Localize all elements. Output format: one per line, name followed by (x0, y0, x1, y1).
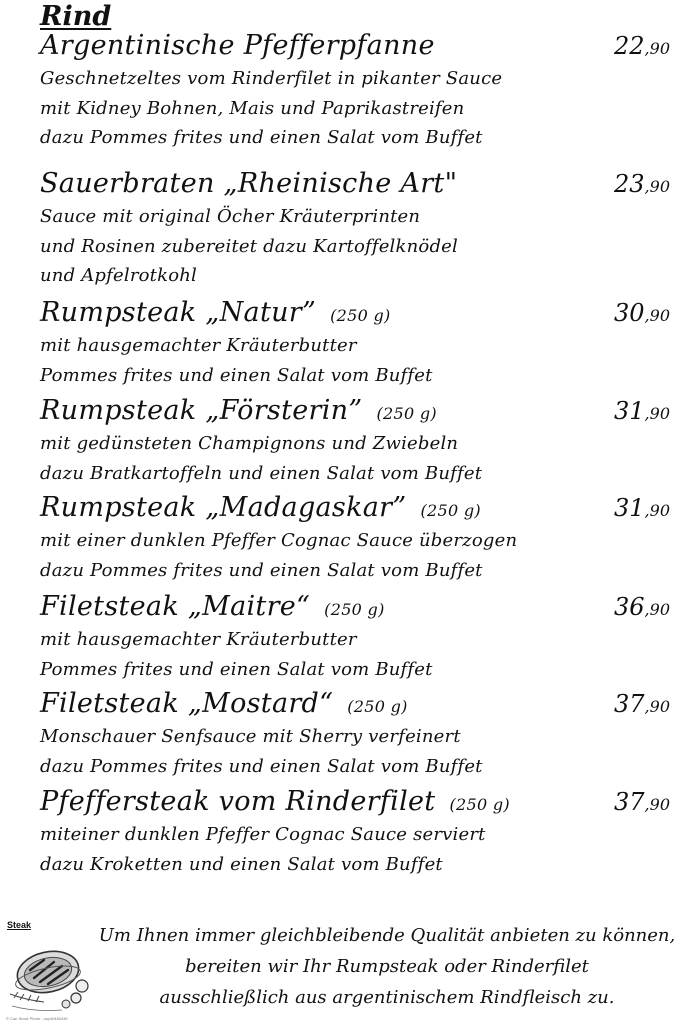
menu-item (40, 589, 670, 684)
dish-description-line: und Rosinen zubereitet dazu Kartoffelknödel (40, 235, 458, 257)
steak-drawing-icon (4, 920, 96, 1020)
dish-price (614, 166, 670, 205)
price-euros: 22 (614, 32, 645, 60)
dish-description-line: Monschauer Senfsauce mit Sherry verfeinert (40, 726, 461, 747)
menu-item-header (40, 686, 670, 722)
quality-note-line: ausschließlich aus argentinischem Rindfleisch zu. (159, 987, 615, 1008)
dish-weight: (250 g) (324, 600, 385, 619)
dish-weight: (250 g) (347, 697, 408, 716)
menu-item (40, 393, 670, 488)
dish-description-line: miteiner dunklen Pfeffer Cognac Sauce serviert (40, 824, 486, 845)
dish-price (614, 28, 670, 67)
dish-price (614, 784, 670, 823)
menu-item-header (40, 28, 670, 64)
menu-item-header (40, 784, 670, 820)
menu-item (40, 28, 670, 153)
dish-description-line: und Apfelrotkohl (40, 265, 197, 286)
dish-description-line: dazu Pommes frites und einen Salat vom Buffet (40, 755, 483, 777)
price-euros: 31 (614, 397, 645, 425)
price-cents: ,90 (644, 697, 670, 716)
menu-item-header (40, 295, 670, 331)
dish-description-line: mit einer dunklen Pfeffer Cognac Sauce überzogen (40, 530, 518, 551)
menu-item (40, 166, 670, 291)
price-cents: ,90 (644, 501, 670, 520)
quality-note-line: Um Ihnen immer gleichbleibende Qualität anbieten zu können, (98, 925, 676, 946)
dish-description-line: mit gedünsteten Champignons und Zwiebeln (40, 433, 459, 454)
menu-item (40, 295, 670, 390)
menu-item-header (40, 393, 670, 429)
dish-description-line: mit Kidney Bohnen, Mais und Paprikastreifen (40, 97, 465, 119)
price-cents: ,90 (644, 795, 670, 814)
price-cents: ,90 (644, 404, 670, 423)
dish-description-line: Pommes frites und einen Salat vom Buffet (40, 364, 433, 386)
menu-item (40, 686, 670, 781)
dish-weight: (250 g) (376, 404, 437, 423)
dish-name: Filetsteak „Mostard“ (40, 688, 334, 719)
menu-item (40, 784, 670, 879)
dish-description-line: Pommes frites und einen Salat vom Buffet (40, 658, 433, 680)
price-euros: 30 (614, 299, 645, 327)
dish-price (614, 686, 670, 725)
section-title: Rind (40, 1, 112, 32)
price-cents: ,90 (644, 306, 670, 325)
menu-item-header (40, 166, 670, 202)
dish-name: Rumpsteak „Madagaskar” (40, 492, 407, 523)
steak-illustration (4, 920, 96, 1020)
dish-description-line: mit hausgemachter Kräuterbutter (40, 335, 357, 356)
steak-illustration-label: Steak (7, 920, 32, 930)
price-euros: 31 (614, 494, 645, 522)
dish-price (614, 589, 670, 628)
dish-description-line: dazu Pommes frites und einen Salat vom Buffet (40, 127, 483, 148)
price-euros: 37 (614, 788, 645, 816)
dish-price (614, 490, 670, 529)
menu-item-header (40, 490, 670, 526)
price-euros: 36 (614, 593, 645, 621)
dish-name: Argentinische Pfefferpfanne (40, 30, 435, 61)
price-cents: ,90 (644, 177, 670, 196)
menu-item (40, 490, 670, 585)
dish-description-line: dazu Bratkartoffeln und einen Salat vom Buffet (40, 462, 483, 484)
dish-weight: (250 g) (420, 501, 481, 520)
menu-item-header (40, 589, 670, 625)
dish-name: Rumpsteak „Natur” (40, 297, 317, 328)
price-cents: ,90 (644, 600, 670, 619)
dish-description-line: mit hausgemachter Kräuterbutter (40, 629, 357, 650)
price-cents: ,90 (644, 39, 670, 58)
dish-name: Filetsteak „Maitre“ (40, 591, 311, 622)
dish-name: Sauerbraten „Rheinische Art" (40, 168, 458, 199)
price-euros: 37 (614, 690, 645, 718)
price-euros: 23 (614, 170, 645, 198)
dish-name: Pfeffersteak vom Rinderfilet (40, 786, 436, 817)
dish-description-line: dazu Kroketten und einen Salat vom Buffet (40, 853, 443, 875)
dish-weight: (250 g) (449, 795, 510, 814)
dish-description-line: dazu Pommes frites und einen Salat vom Buffet (40, 559, 483, 581)
dish-price (614, 393, 670, 432)
image-credit: © Can Stock Photo - csp40480430 (6, 1016, 68, 1021)
quality-note-line: bereiten wir Ihr Rumpsteak oder Rinderfilet (185, 956, 589, 977)
dish-price (614, 295, 670, 334)
dish-weight: (250 g) (330, 306, 391, 325)
dish-name: Rumpsteak „Försterin” (40, 395, 363, 426)
dish-description-line: Geschnetzeltes vom Rinderfilet in pikanter Sauce (40, 68, 503, 89)
dish-description-line: Sauce mit original Öcher Kräuterprinten (40, 206, 421, 227)
quality-note (92, 920, 682, 1013)
